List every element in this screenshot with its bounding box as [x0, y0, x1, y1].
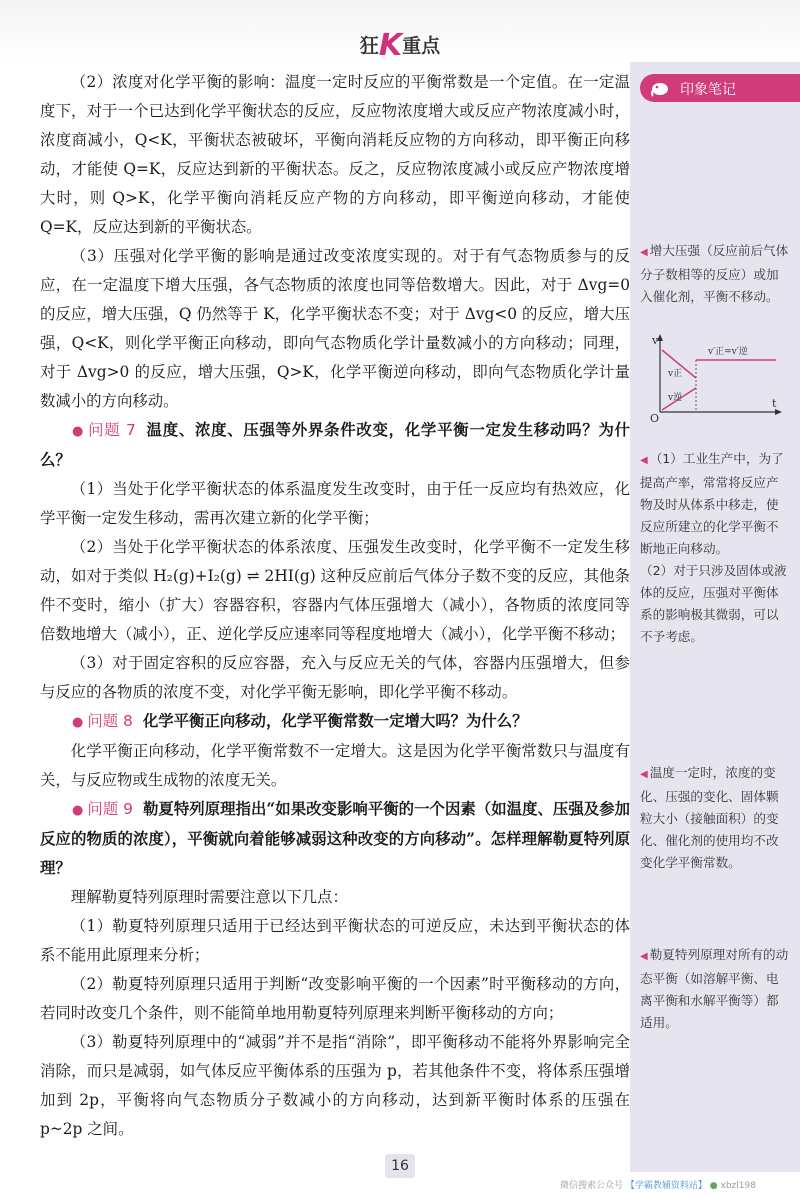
watermark-id: xbzl198: [720, 1181, 756, 1191]
question-9-text: 勒夏特列原理指出“如果改变影响平衡的一个因素（如温度、压强及参加反应的物质的浓度），平衡就向着能够减弱这种改变的方向移动”。怎样理解勒夏特列原理？: [40, 800, 631, 877]
q7-answer-2: （2）当处于化学平衡状态的体系浓度、压强发生改变时，化学平衡不一定发生移动，如对于类似 H₂(g)+I₂(g) ⇌ 2HI(g) 这种反应前后气体分子数不变的反应，其他条件不变时，缩小（扩大）容器容积，容器内气体压强增大（减小），各物质的浓度同等倍数地增大（减小），正、逆化学反应速率同等程度地增大（减小），化学平衡不移动；: [40, 538, 630, 643]
q7-answer-1: （1）当处于化学平衡状态的体系温度发生改变时，由于任一反应均有热效应，化学平衡一定发生移动，需再次建立新的化学平衡；: [40, 480, 630, 527]
side-note-3-text: （2）对于只涉及固体或液体的反应，压强对平衡体系的影响极其微弱，可以不予考虑。: [640, 563, 787, 644]
bullet-icon: ●: [72, 803, 84, 818]
question-7-tag: [72, 421, 136, 439]
q7-answer-3: （3）对于固定容积的反应容器，充入与反应无关的气体，容器内压强增大，但参与反应的各物质的浓度不变，对化学平衡无影响，即化学平衡不移动。: [40, 654, 630, 701]
question-7: [40, 416, 630, 475]
q9-answer-3: （3）勒夏特列原理中的“减弱”并不是指“消除”，即平衡移动不能将外界影响完全消除，而只是减弱，如气体反应平衡体系的压强为 p，若其他条件不变，将体系压强增加到 2p，平衡将向气态物质分子数减小的方向移动，达到新平衡时体系的压强在 p~2p 之间。: [40, 1033, 630, 1138]
watermark-text: 微信搜索公众号: [560, 1181, 624, 1191]
pointer-icon: ◀: [640, 951, 648, 962]
bullet-icon: ●: [72, 715, 84, 730]
side-note-1: [640, 240, 790, 308]
side-note-5-text: 勒夏特列原理对所有的动态平衡（如溶解平衡、电离平衡和水解平衡等）都适用。: [640, 947, 789, 1030]
side-note-4: [640, 762, 790, 874]
wechat-icon: ●: [709, 1181, 718, 1191]
bullet-icon: ●: [72, 424, 85, 439]
q9-answer-2: （2）勒夏特列原理只适用于判断“改变影响平衡的一个因素”时平衡移动的方向，若同时改变几个条件，则不能简单地用勒夏特列原理来判断平衡移动的方向；: [40, 975, 630, 1022]
side-note-2-text: （1）工业生产中，为了提高产率，常常将反应产物及时从体系中移走，使反应所建立的化学平衡不断地正向移动。: [640, 451, 784, 556]
header-title-prefix: 狂: [359, 35, 379, 57]
side-note-2: [640, 448, 790, 648]
q8-answer: 化学平衡正向移动，化学平衡常数不一定增大。这是因为化学平衡常数只与温度有关，与反应物或生成物的浓度无关。: [40, 742, 630, 789]
watermark-brand: 【学霸教辅资料站】: [625, 1181, 707, 1191]
notes-tab-label: 印象笔记: [680, 82, 736, 98]
question-9-tag: [72, 800, 133, 818]
question-8-tag: [72, 712, 133, 730]
side-note-1-text: 增大压强（反应前后气体分子数相等的反应）或加入催化剂，平衡不移动。: [640, 243, 789, 304]
question-8: [40, 707, 630, 737]
x-axis-label: t: [772, 397, 777, 410]
header-title-k: K: [378, 28, 403, 63]
watermark: [560, 1178, 795, 1191]
y-axis-label: v: [652, 334, 659, 347]
rate-time-graph: [646, 330, 786, 422]
reverse-rate-label: v逆: [668, 393, 683, 403]
header-title: [320, 28, 480, 63]
origin-label: O: [650, 412, 660, 422]
side-note-5: [640, 944, 790, 1034]
question-9-tag-label: 问题 9: [87, 800, 133, 818]
question-7-tag-label: 问题 7: [88, 421, 136, 439]
header-title-suffix: 重点: [402, 35, 441, 57]
elephant-icon: [650, 78, 670, 98]
notes-tab: [640, 74, 800, 102]
pointer-icon: ◀: [640, 455, 648, 466]
para-concentration: （2）浓度对化学平衡的影响：温度一定时反应的平衡常数是一个定值。在一定温度下，对于一个已达到化学平衡状态的反应，反应物浓度增大或反应产物浓度减小时，浓度商减小，Q<K，平衡状态被破坏，平衡向消耗反应物的方向移动，即平衡正向移动，才能使 Q=K，反应达到新的平衡状态。反之，反应物浓度减小或反应产物浓度增大时，则 Q>K，化学平衡向消耗反应产物的方向移动，即平衡逆向移动，才能使 Q=K，反应达到新的平衡状态。: [40, 73, 630, 236]
para-pressure: （3）压强对化学平衡的影响是通过改变浓度实现的。对于有气态物质参与的反应，在一定温度下增大压强，各气态物质的浓度也同等倍数增大。因此，对于 Δvg=0 的反应，增大压强，Q 仍然等于 K，化学平衡状态不变；对于 Δvg<0 的反应，增大压强，Q<K，则化学平衡正向移动，即向气态物质化学计量数减小的方向移动；同理，对于 Δvg>0 的反应，增大压强，Q>K，化学平衡逆向移动，即向气态物质化学计量数减小的方向移动。: [40, 247, 630, 410]
main-content: [40, 68, 630, 1144]
forward-rate-label: v正: [668, 369, 683, 379]
q9-answer-1: （1）勒夏特列原理只适用于已经达到平衡状态的可逆反应，未达到平衡状态的体系不能用此原理来分析；: [40, 917, 630, 964]
pointer-icon: ◀: [640, 247, 648, 258]
q9-intro: 理解勒夏特列原理时需要注意以下几点：: [70, 888, 348, 906]
question-7-text: 温度、浓度、压强等外界条件改变，化学平衡一定发生移动吗？为什么？: [40, 421, 630, 469]
new-rate-label: v′正=v′逆: [708, 347, 748, 357]
side-note-4-text: 温度一定时，浓度的变化、压强的变化、固体颗粒大小（接触面积）的变化、催化剂的使用均不改变化学平衡常数。: [640, 765, 779, 870]
question-9: [40, 795, 630, 883]
page-number: 16: [385, 1154, 415, 1178]
question-8-text: 化学平衡正向移动，化学平衡常数一定增大吗？为什么？: [142, 712, 528, 730]
question-8-tag-label: 问题 8: [87, 712, 133, 730]
pointer-icon: ◀: [640, 769, 648, 780]
page-header: [0, 0, 800, 62]
